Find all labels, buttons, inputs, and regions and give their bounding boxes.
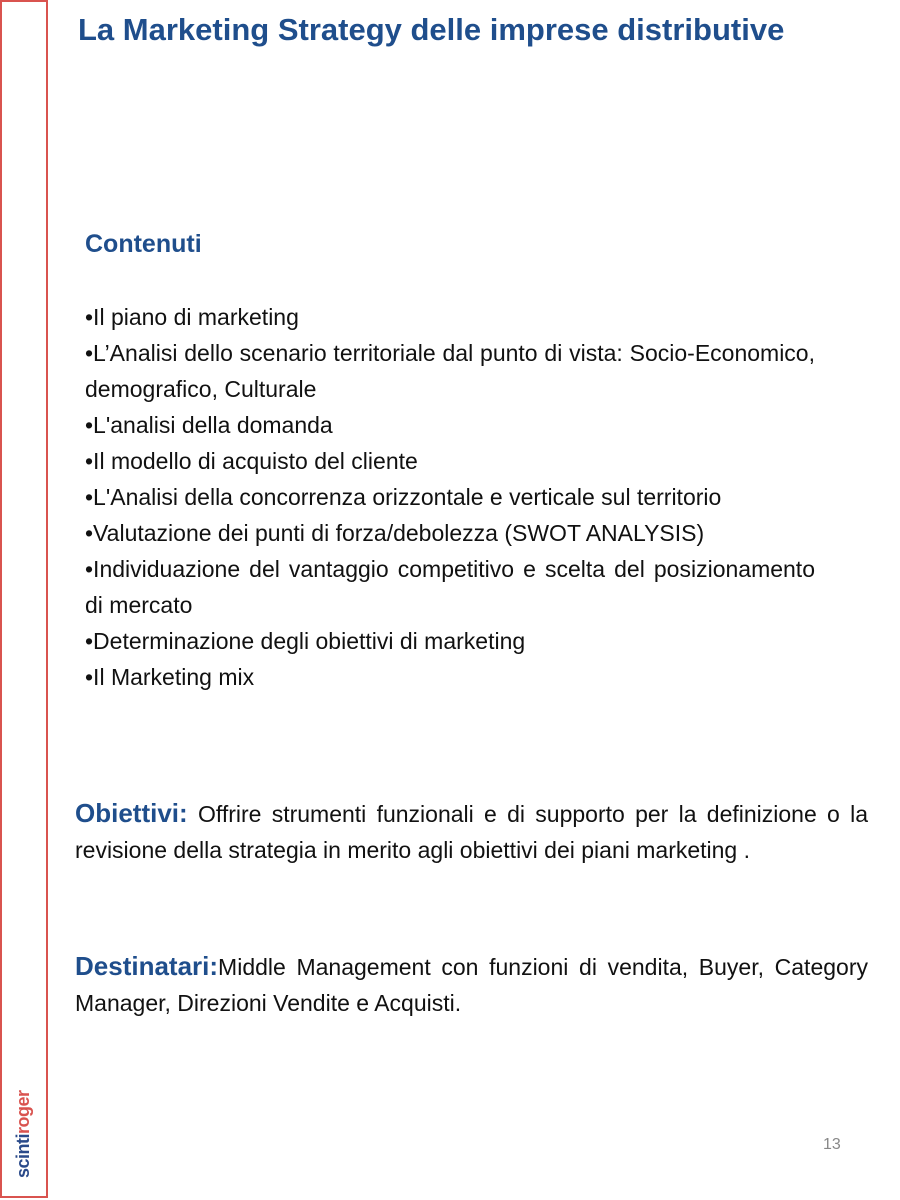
list-item: •L'analisi della domanda bbox=[85, 412, 333, 438]
company-logo bbox=[4, 1068, 48, 1178]
sidebar-border bbox=[0, 0, 48, 1198]
list-item: •Il piano di marketing bbox=[85, 304, 299, 330]
audience-section bbox=[75, 948, 868, 1021]
contents-list bbox=[85, 299, 815, 695]
list-item: •Determinazione degli obiettivi di marketing bbox=[85, 628, 526, 654]
audience-text: Middle Management con funzioni di vendita, Buyer, Category Manager, Direzioni Vendite e Acquisti. bbox=[75, 954, 868, 1016]
list-item: •L'Analisi della concorrenza orizzontale e verticale sul territorio bbox=[85, 484, 722, 510]
list-item: •Il Marketing mix bbox=[85, 664, 255, 690]
page-title: La Marketing Strategy delle imprese distributive bbox=[78, 12, 785, 47]
audience-label: Destinatari: bbox=[75, 951, 219, 981]
list-item: •Valutazione dei punti di forza/debolezza (SWOT ANALYSIS) bbox=[85, 520, 705, 546]
logo-wordmark: scintiroger bbox=[13, 1090, 33, 1178]
objectives-section bbox=[75, 795, 868, 868]
page-number: 13 bbox=[823, 1136, 841, 1153]
list-item: •Il modello di acquisto del cliente bbox=[85, 448, 418, 474]
contents-heading: Contenuti bbox=[85, 230, 202, 258]
list-item: •L’Analisi dello scenario territoriale dal punto di vista: Socio-Economico, demografico, Culturale bbox=[85, 340, 815, 402]
list-item: •Individuazione del vantaggio competitivo e scelta del posizionamento di mercato bbox=[85, 556, 815, 618]
objectives-label: Obiettivi: bbox=[75, 798, 188, 828]
contents-section bbox=[85, 230, 815, 695]
objectives-text: Offrire strumenti funzionali e di supporto per la definizione o la revisione della strategia in merito agli obiettivi dei piani marketing . bbox=[75, 801, 868, 863]
